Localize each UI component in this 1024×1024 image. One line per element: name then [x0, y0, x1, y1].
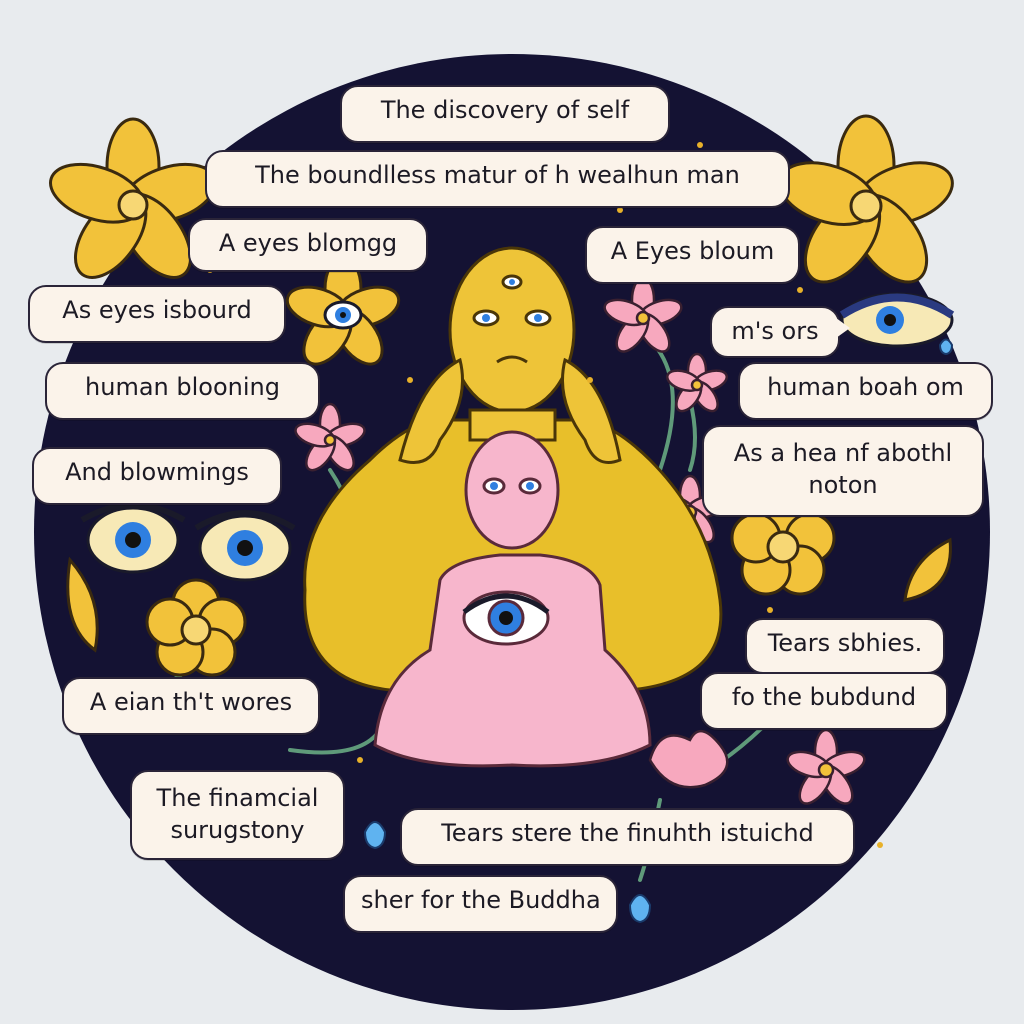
caption-bubble — [340, 85, 670, 143]
caption-bubble — [738, 362, 993, 420]
caption-text: fo the bubdund — [731, 683, 917, 711]
eye-right-top — [842, 294, 952, 346]
caption-bubble — [188, 218, 428, 272]
caption-text: Tears stere the finuhth istuichd — [441, 819, 814, 847]
caption-text: human boah om — [767, 373, 964, 401]
caption-bubble — [32, 447, 282, 505]
caption-text: The boundlless matur of h wealhun man — [255, 161, 740, 189]
caption-line: As a hea nf abothl — [733, 439, 953, 467]
caption-bubble — [585, 226, 800, 284]
caption-text: human blooning — [85, 373, 280, 401]
caption-bubble — [45, 362, 320, 420]
caption-bubble — [745, 618, 945, 674]
caption-bubble — [343, 875, 618, 933]
caption-line: The finamcial — [156, 784, 319, 812]
caption-bubble — [702, 425, 984, 517]
caption-bubble — [130, 770, 345, 860]
caption-bubble — [205, 150, 790, 208]
caption-bubble — [62, 677, 320, 735]
caption-bubble — [700, 672, 948, 730]
caption-bubble — [710, 306, 840, 358]
caption-bubble — [400, 808, 855, 866]
caption-text: As eyes isbourd — [62, 296, 252, 324]
caption-line: surugstony — [170, 816, 305, 845]
caption-bubble — [28, 285, 286, 343]
caption-text: And blowmings — [65, 458, 249, 486]
caption-text: A Eyes bloum — [610, 237, 775, 265]
caption-text: Tears sbhies. — [767, 629, 923, 657]
caption-text: The discovery of self — [380, 96, 630, 124]
caption-line: noton — [808, 471, 878, 500]
caption-text: A eyes blomgg — [218, 229, 398, 257]
caption-text: m's ors — [731, 317, 819, 345]
caption-text: sher for the Buddha — [361, 886, 601, 914]
caption-text: A eian th't wores — [89, 688, 293, 716]
